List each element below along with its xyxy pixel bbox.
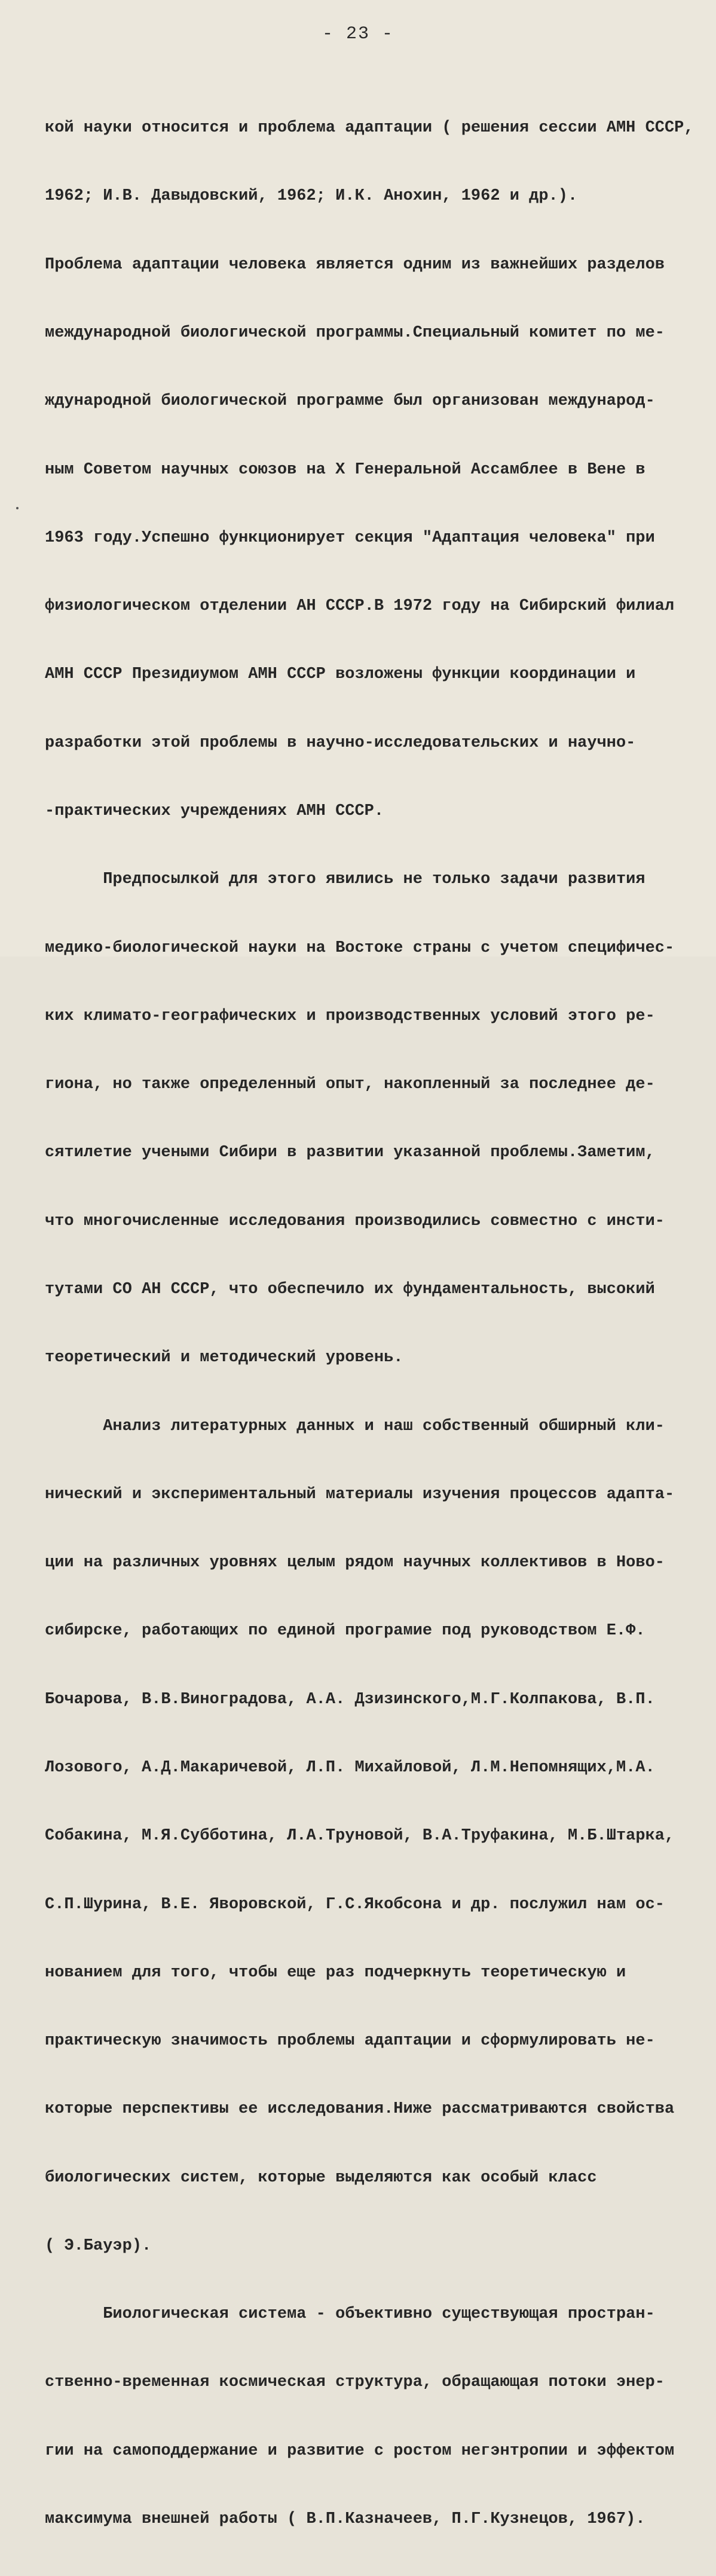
text-line: ции на различных уровнях целым рядом научных коллективов в Ново- — [45, 1554, 665, 1572]
text-line: Проблема адаптации человека является одним из важнейших разделов — [45, 255, 665, 274]
page-number: - 23 - — [322, 24, 394, 44]
body-text — [45, 71, 694, 2576]
text-line: Собакина, М.Я.Субботина, Л.А.Труновой, В.А.Труфакина, М.Б.Штарка, — [45, 1827, 675, 1845]
text-line: Анализ литературных данных и наш собственный обширный кли- — [45, 1417, 665, 1435]
text-line: гии на самоподдержание и развитие с ростом негэнтропии и эффектом — [45, 2441, 675, 2460]
text-line: биологических систем, которые выделяются как особый класс — [45, 2168, 597, 2187]
text-line: сятилетие учеными Сибири в развитии указанной проблемы.Заметим, — [45, 1144, 655, 1162]
text-line: 1962; И.В. Давыдовский, 1962; И.К. Анохин, 1962 и др.). — [45, 187, 578, 206]
text-line: которые перспективы ее исследования.Ниже рассматриваются свойства — [45, 2100, 675, 2119]
text-line: ственно-временная космическая структура, обращающая потоки энер- — [45, 2373, 665, 2392]
text-line: физиологическом отделении АН СССР.В 1972 году на Сибирский филиал — [45, 597, 675, 616]
text-line: максимума внешней работы ( В.П.Казначеев, П.Г.Кузнецов, 1967). — [45, 2510, 645, 2529]
text-line: кой науки относится и проблема адаптации ( решения сессии АМН СССР, — [45, 119, 694, 137]
text-line: -практических учреждениях АМН СССР. — [45, 802, 384, 820]
text-line: 1963 году.Успешно функционирует секция "Адаптация человека" при — [45, 528, 655, 547]
text-line: теоретический и методический уровень. — [45, 1349, 403, 1367]
text-line: медико-биологической науки на Востоке страны с учетом специфичес- — [45, 939, 675, 957]
text-line: нованием для того, чтобы еще раз подчеркнуть теоретическую и — [45, 1963, 626, 1982]
text-line: Лозового, А.Д.Макаричевой, Л.П. Михайловой, Л.М.Непомнящих,М.А. — [45, 1758, 655, 1777]
text-line: разработки этой проблемы в научно-исследовательских и научно- — [45, 734, 636, 752]
text-line: практическую значимость проблемы адаптации и сформулировать не- — [45, 2032, 655, 2051]
text-line: АМН СССР Президиумом АМН СССР возложены функции координации и — [45, 665, 636, 684]
text-line: международной биологической программы.Специальный комитет по ме- — [45, 324, 665, 343]
text-line: С.П.Шурина, В.Е. Яворовской, Г.С.Якобсона и др. послужил нам ос- — [45, 1895, 665, 1914]
text-line: что многочисленные исследования производились совместно с инсти- — [45, 1212, 665, 1230]
text-line: ( Э.Бауэр). — [45, 2236, 152, 2255]
text-line: гиона, но также определенный опыт, накопленный за последнее де- — [45, 1075, 655, 1094]
text-line: Предпосылкой для этого явились не только задачи развития — [45, 870, 645, 889]
text-line: нический и экспериментальный материалы изучения процессов адапта- — [45, 1485, 675, 1504]
text-line: ным Советом научных союзов на X Генеральной Ассамблее в Вене в — [45, 460, 645, 479]
text-line: Бочарова, В.В.Виноградова, А.А. Дзизинского,М.Г.Колпакова, В.П. — [45, 1690, 655, 1709]
text-line: ких климато-географических и производственных условий этого ре- — [45, 1007, 655, 1025]
text-line: Биологическая система - объективно существующая простран- — [45, 2305, 655, 2324]
text-line: тутами СО АН СССР, что обеспечило их фундаментальность, высокий — [45, 1280, 655, 1298]
text-line: сибирске, работающих по единой програмие под руководством Е.Ф. — [45, 1622, 645, 1640]
text-line: ждународной биологической программе был организован международ- — [45, 392, 655, 411]
scan-speck — [16, 507, 19, 509]
